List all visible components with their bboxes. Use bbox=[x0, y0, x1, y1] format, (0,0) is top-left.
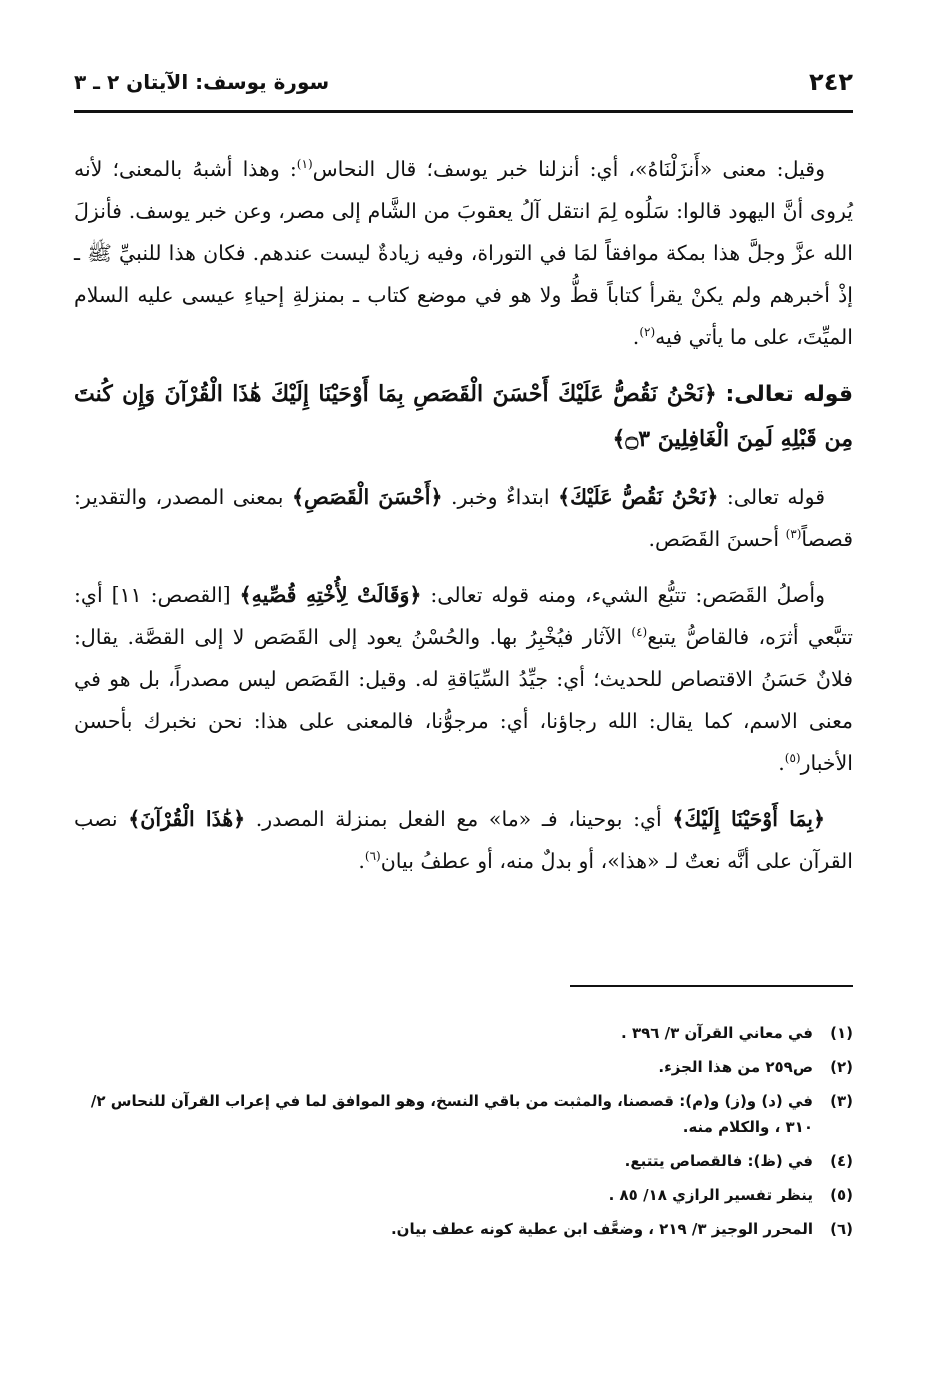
text-segment: : وهذا أشبهُ بالمعنى؛ لأنه يُروى أنَّ اليهود قالوا: سَلُوه لِمَ انتقل آلُ يعقوبَ من الشَّام إلى مصر، وعن خبر يوسف. فأنزلَ الله عزَّ وجلَّ هذا بمكة موافقاً لمَا في التوراة، وفيه زيادةٌ ليست عندهم. فكان هذا للنبيِّ ﷺ ـ إذْ أخبرهم ولم يكنْ يقرأ كتاباً قطُّ ولا هو في موضع كتاب ـ بمنزلةِ إحياءِ عيسى عليه السلام الميِّتَ، على ما يأتي فيه bbox=[74, 157, 853, 349]
verse-heading-paragraph bbox=[74, 372, 853, 462]
text-segment: ابتداءٌ وخبر. bbox=[450, 485, 550, 509]
running-title: سورة يوسف: الآيتان ٢ ـ ٣ bbox=[74, 70, 330, 94]
text-segment: قوله تعالى: bbox=[726, 485, 825, 509]
footnote-text: في (ظ): فالقصاص يتتبع. bbox=[624, 1152, 813, 1170]
footnote-ref-5[interactable]: (٥) bbox=[784, 751, 801, 766]
quran-quote: ﴿أَحْسَنَ الْقَصَصِ﴾ bbox=[291, 485, 443, 509]
footnote-text: في معاني القرآن ٣/ ٣٩٦ . bbox=[621, 1024, 813, 1042]
text-segment: وقيل: معنى «أَنزَلْنَاهُ»، أي: أنزلنا خبر يوسف؛ قال النحاس bbox=[312, 157, 825, 181]
text-segment: أي: بوحينا، فـ «ما» مع الفعل بمنزلة المصدر. bbox=[255, 807, 662, 831]
text-segment: وأصلُ القَصَص: تتبُّع الشيء، ومنه قوله تعالى: bbox=[430, 583, 825, 607]
footnote-number: (٥) bbox=[830, 1186, 853, 1204]
footnote-text: في (د) و(ز) و(م): قصصنا، والمثبت من باقي النسخ، وهو الموافق لما في إعراب القرآن للنحاس ٢/ ٣١٠ ، والكلام منه. bbox=[90, 1092, 813, 1136]
footnote-text: ص٢٥٩ من هذا الجزء. bbox=[658, 1058, 813, 1076]
text-segment: . bbox=[778, 751, 785, 775]
text-segment: بمعنى المصدر، والتقدير: قصصاً bbox=[74, 485, 853, 551]
footnote-number: (٣) bbox=[830, 1092, 853, 1110]
text-segment: . bbox=[632, 325, 640, 349]
footnote-3 bbox=[74, 1088, 853, 1140]
quran-quote: ﴿هَٰذَا الْقُرْآنَ﴾ bbox=[128, 807, 246, 831]
footnote-divider bbox=[570, 985, 853, 987]
footnote-number: (٤) bbox=[830, 1152, 853, 1170]
footnote-6 bbox=[74, 1216, 853, 1242]
paragraph-3 bbox=[74, 476, 853, 560]
quran-quote: ﴿بِمَا أَوْحَيْنَا إِلَيْكَ﴾ bbox=[672, 807, 825, 831]
footnote-number: (٦) bbox=[830, 1220, 853, 1238]
footnote-ref-1[interactable]: (١) bbox=[296, 157, 313, 172]
verse-lead: قوله تعالى: bbox=[725, 382, 853, 407]
footnote-ref-3[interactable]: (٣) bbox=[785, 527, 802, 542]
main-text bbox=[74, 148, 853, 896]
page-number: ٢٤٢ bbox=[809, 68, 853, 96]
quran-quote: ﴿نَحْنُ نَقُصُّ عَلَيْكَ﴾ bbox=[558, 485, 719, 509]
footnote-number: (١) bbox=[830, 1024, 853, 1042]
footnote-ref-2[interactable]: (٢) bbox=[639, 325, 656, 340]
page-header bbox=[74, 66, 853, 113]
footnote-2 bbox=[74, 1054, 853, 1080]
text-segment: نصب القرآن على أنَّه نعتٌ لـ «هذا»، أو بدلٌ منه، أو عطفُ بيان bbox=[74, 807, 853, 873]
paragraph-5 bbox=[74, 798, 853, 882]
paragraph-1 bbox=[74, 148, 853, 358]
footnote-number: (٢) bbox=[830, 1058, 853, 1076]
footnote-4 bbox=[74, 1148, 853, 1174]
footnote-ref-4[interactable]: (٤) bbox=[631, 625, 648, 640]
footnote-1 bbox=[74, 1020, 853, 1046]
text-segment: أحسنَ القَصَص. bbox=[648, 527, 780, 551]
footnote-ref-6[interactable]: (٦) bbox=[364, 849, 381, 864]
quran-quote: ﴿وَقَالَتْ لِأُخْتِهِ قُصِّيهِ﴾ bbox=[239, 583, 422, 607]
text-segment: . bbox=[358, 849, 365, 873]
text-segment: [القصص: ١١] أي: تتبَّعي أثرَه، فالقاصُّ يتبع bbox=[74, 583, 853, 649]
footnote-text: المحرر الوجيز ٣/ ٢١٩ ، وضعَّف ابن عطية كونه عطف بيان. bbox=[390, 1220, 813, 1238]
footnote-text: ينظر تفسير الرازي ١٨/ ٨٥ . bbox=[608, 1186, 813, 1204]
footnotes bbox=[74, 1020, 853, 1250]
quran-verse: ﴿نَحْنُ نَقُصُّ عَلَيْكَ أَحْسَنَ الْقَصَصِ بِمَا أَوْحَيْنَا إِلَيْكَ هَٰذَا الْقُرْآنَ وَإِن كُنتَ مِن قَبْلِهِ لَمِنَ الْغَافِلِينَ ۝٣﴾ bbox=[74, 381, 853, 452]
footnote-5 bbox=[74, 1182, 853, 1208]
text-segment: الآثار فيُخْبِرُ بها. والحُسْنُ يعود إلى القَصَص لا إلى القصَّة. يقال: فلانٌ حَسَنُ الاقتصاص للحديث؛ أي: جيِّدُ السِّيَاقةِ له. وقيل: القَصَص ليس مصدراً، بل هو في معنى الاسم، كما يقال: الله رجاؤنا، أي: مرجوُّنا، فالمعنى على هذا: نحن نخبرك بأحسن الأخبار bbox=[74, 625, 853, 775]
paragraph-4 bbox=[74, 574, 853, 784]
